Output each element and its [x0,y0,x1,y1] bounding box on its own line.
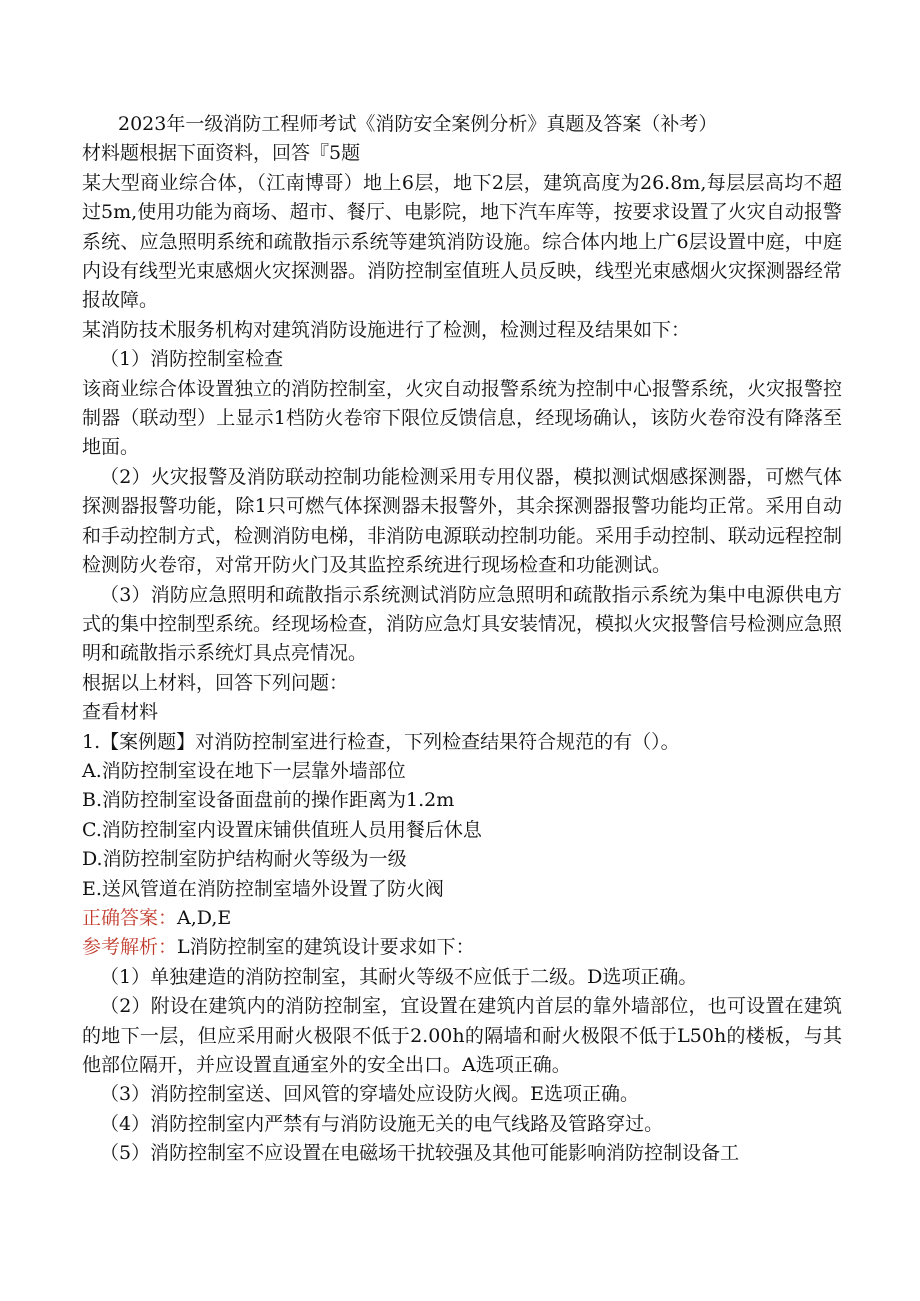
material-intro: 材料题根据下面资料，回答『5题 [82,142,361,165]
material-paragraph-2: 某消防技术服务机构对建筑消防设施进行了检测，检测过程及结果如下： [82,318,691,341]
answer-value: A,D,E [177,906,232,929]
analysis-label: 参考解析： [82,936,178,959]
analysis-item-2: （2）附设在建筑内的消防控制室，宜设置在建筑内首层的靠外墙部位，也可设置在建筑的地下一层，但应采用耐火极限不低于2.00h的隔墙和耐火极限不低于L50h的楼板，与其他部位隔开，并应设置直通室外的安全出口。A选项正确。 [82,995,842,1076]
material-section-1-heading: （1）消防控制室检查 [100,348,284,371]
material-prompt: 根据以上材料，回答下列问题： [82,671,349,694]
option-c: C.消防控制室内设置床铺供值班人员用餐后休息 [82,818,482,841]
option-d: D.消防控制室防护结构耐火等级为一级 [82,848,407,871]
material-section-2: （2）火灾报警及消防联动控制功能检测采用专用仪器，模拟测试烟感探测器，可燃气体探测器报警功能，除1只可燃气体探测器未报警外，其余探测器报警功能均正常。采用自动和手动控制方式，检测消防电梯，非消防电源联动控制功能。采用手动控制、联动远程控制检测防火卷帘，对常开防火门及其监控系统进行现场检查和功能测试。 [82,465,843,577]
analysis-item-4: （4）消防控制室内严禁有与消防设施无关的电气线路及管路穿过。 [100,1112,664,1135]
document-page [82,110,842,1169]
question-stem: 1.【案例题】对消防控制室进行检查，下列检查结果符合规范的有（）。 [82,730,680,753]
analysis-lead-line [82,933,842,962]
analysis-item-1: （1）单独建造的消防控制室，其耐火等级不应低于二级。D选项正确。 [100,965,698,988]
correct-answer [82,904,842,933]
answer-label: 正确答案： [82,906,178,929]
material-paragraph-1: 某大型商业综合体，（江南博哥）地上6层，地下2层，建筑高度为26.8m,每层层高均不超过5m,使用功能为商场、超市、餐厅、电影院，地下汽车库等，按要求设置了火灾自动报警系统、应急照明系统和疏散指示系统等建筑消防设施。综合体内地上广6层设置中庭，中庭内设有线型光束感烟火灾探测器。消防控制室值班人员反映，线型光束感烟火灾探测器经常报故障。 [82,171,843,312]
option-b: B.消防控制室设备面盘前的操作距离为1.2m [82,789,455,812]
material-section-3: （3）消防应急照明和疏散指示系统测试消防应急照明和疏散指示系统为集中电源供电方式的集中控制型系统。经现场检查，消防应急灯具安装情况，模拟火灾报警信号检测应急照明和疏散指示系统灯具点亮情况。 [82,583,843,665]
analysis-item-5: （5）消防控制室不应设置在电磁场干扰较强及其他可能影响消防控制设备工 [100,1142,740,1165]
material-paragraph-3: 该商业综合体设置独立的消防控制室，火灾自动报警系统为控制中心报警系统，火灾报警控制器（联动型）上显示1档防火卷帘下限位反馈信息，经现场确认，该防火卷帘没有降落至地面。 [82,377,843,459]
analysis-lead: L消防控制室的建筑设计要求如下： [177,936,475,959]
analysis-item-3: （3）消防控制室送、回风管的穿墙处应设防火阀。E选项正确。 [100,1083,639,1106]
option-a: A.消防控制室设在地下一层靠外墙部位 [82,759,406,782]
view-material-link[interactable]: 查看材料 [82,701,159,724]
document-title: 2023年一级消防工程师考试《消防安全案例分析》真题及答案（补考） [118,113,718,135]
option-e: E.送风管道在消防控制室墙外设置了防火阀 [82,877,444,900]
